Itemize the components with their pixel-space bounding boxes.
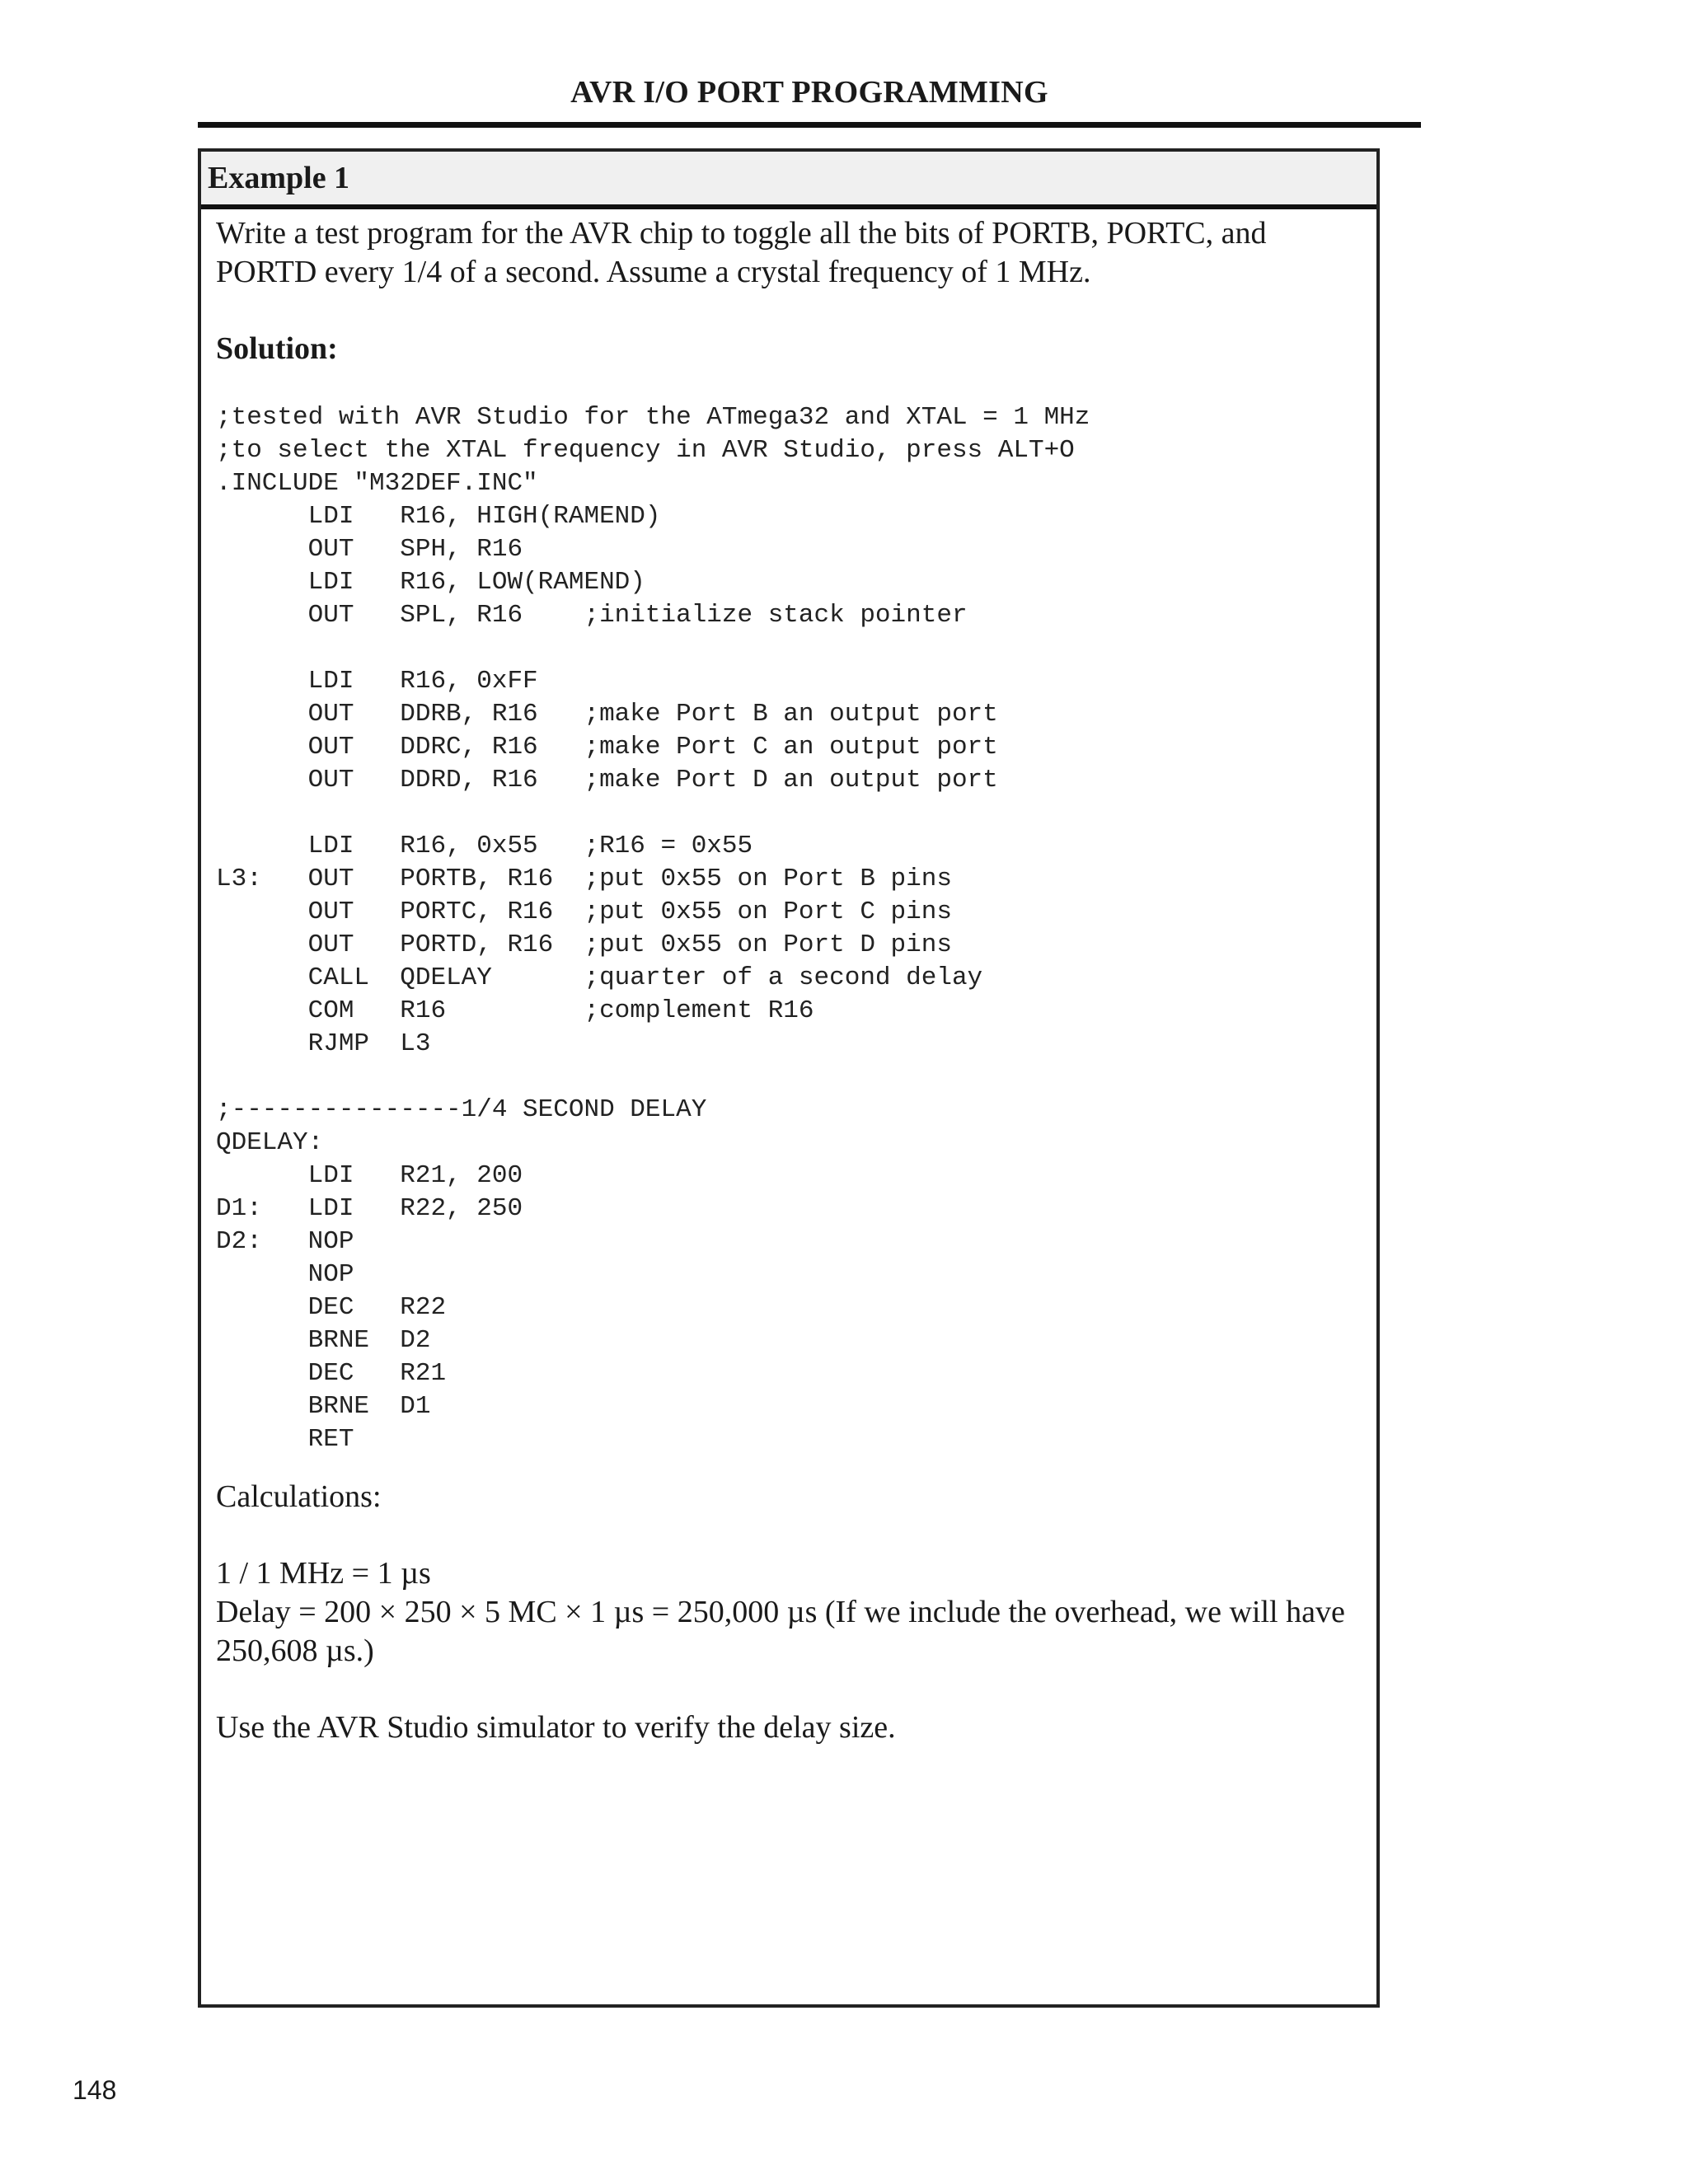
code-line: LDI R16, 0x55 ;R16 = 0x55: [216, 832, 753, 860]
page-number: 148: [73, 2075, 117, 2105]
code-line: D2: NOP: [216, 1227, 354, 1256]
calculations-label: Calculations:: [216, 1479, 382, 1514]
calc-line-1: 1 / 1 MHz = 1 µs: [216, 1556, 431, 1591]
code-line: QDELAY:: [216, 1128, 324, 1157]
code-line: BRNE D1: [216, 1392, 431, 1421]
code-line: LDI R16, HIGH(RAMEND): [216, 502, 661, 531]
code-line: [216, 1061, 1363, 1094]
code-line: ;tested with AVR Studio for the ATmega32 and XTAL = 1 MHz: [216, 403, 1090, 432]
code-line: OUT DDRD, R16 ;make Port D an output port: [216, 766, 998, 794]
code-line: BRNE D2: [216, 1326, 431, 1355]
problem-statement: Write a test program for the AVR chip to toggle all the bits of PORTB, PORTC, and PORTD every 1/4 of a second. Assume a crystal frequency of 1 MHz.: [216, 216, 1267, 289]
code-line: OUT PORTD, R16 ;put 0x55 on Port D pins: [216, 930, 952, 959]
verify-note: Use the AVR Studio simulator to verify the delay size.: [216, 1710, 896, 1745]
code-line: NOP: [216, 1260, 354, 1289]
solution-label: Solution:: [216, 331, 338, 366]
example-content: [201, 214, 1376, 1747]
code-line: D1: LDI R22, 250: [216, 1194, 523, 1223]
code-line: RJMP L3: [216, 1029, 431, 1058]
code-line: OUT DDRB, R16 ;make Port B an output port: [216, 700, 998, 729]
example-title: Example 1: [201, 152, 1376, 209]
code-line: OUT SPH, R16: [216, 535, 523, 564]
code-line: LDI R16, 0xFF: [216, 667, 538, 696]
code-line: LDI R21, 200: [216, 1161, 523, 1190]
code-line: ;to select the XTAL frequency in AVR Studio, press ALT+O: [216, 436, 1075, 465]
code-line: CALL QDELAY ;quarter of a second delay: [216, 963, 983, 992]
code-line: [216, 632, 1363, 665]
code-line: LDI R16, LOW(RAMEND): [216, 568, 645, 597]
header-rule: [198, 122, 1421, 128]
code-line: OUT PORTC, R16 ;put 0x55 on Port C pins: [216, 898, 952, 926]
code-line: DEC R21: [216, 1359, 447, 1388]
code-line: RET: [216, 1425, 354, 1454]
calc-line-2: Delay = 200 × 250 × 5 MC × 1 µs = 250,000 µs (If we include the overhead, we will have 250,608 µs.): [216, 1595, 1345, 1668]
code-line: COM R16 ;complement R16: [216, 996, 814, 1025]
code-line: OUT SPL, R16 ;initialize stack pointer: [216, 601, 968, 630]
running-head: AVR I/O PORT PROGRAMMING: [570, 75, 1048, 110]
example-box: [198, 148, 1380, 2008]
code-line: ;---------------1/4 SECOND DELAY: [216, 1095, 707, 1124]
code-line: .INCLUDE "M32DEF.INC": [216, 469, 538, 498]
code-line: DEC R22: [216, 1293, 447, 1322]
code-line: [216, 797, 1363, 830]
code-line: OUT DDRC, R16 ;make Port C an output port: [216, 733, 998, 762]
code-line: L3: OUT PORTB, R16 ;put 0x55 on Port B pins: [216, 865, 952, 893]
code-listing: [216, 401, 1363, 1456]
